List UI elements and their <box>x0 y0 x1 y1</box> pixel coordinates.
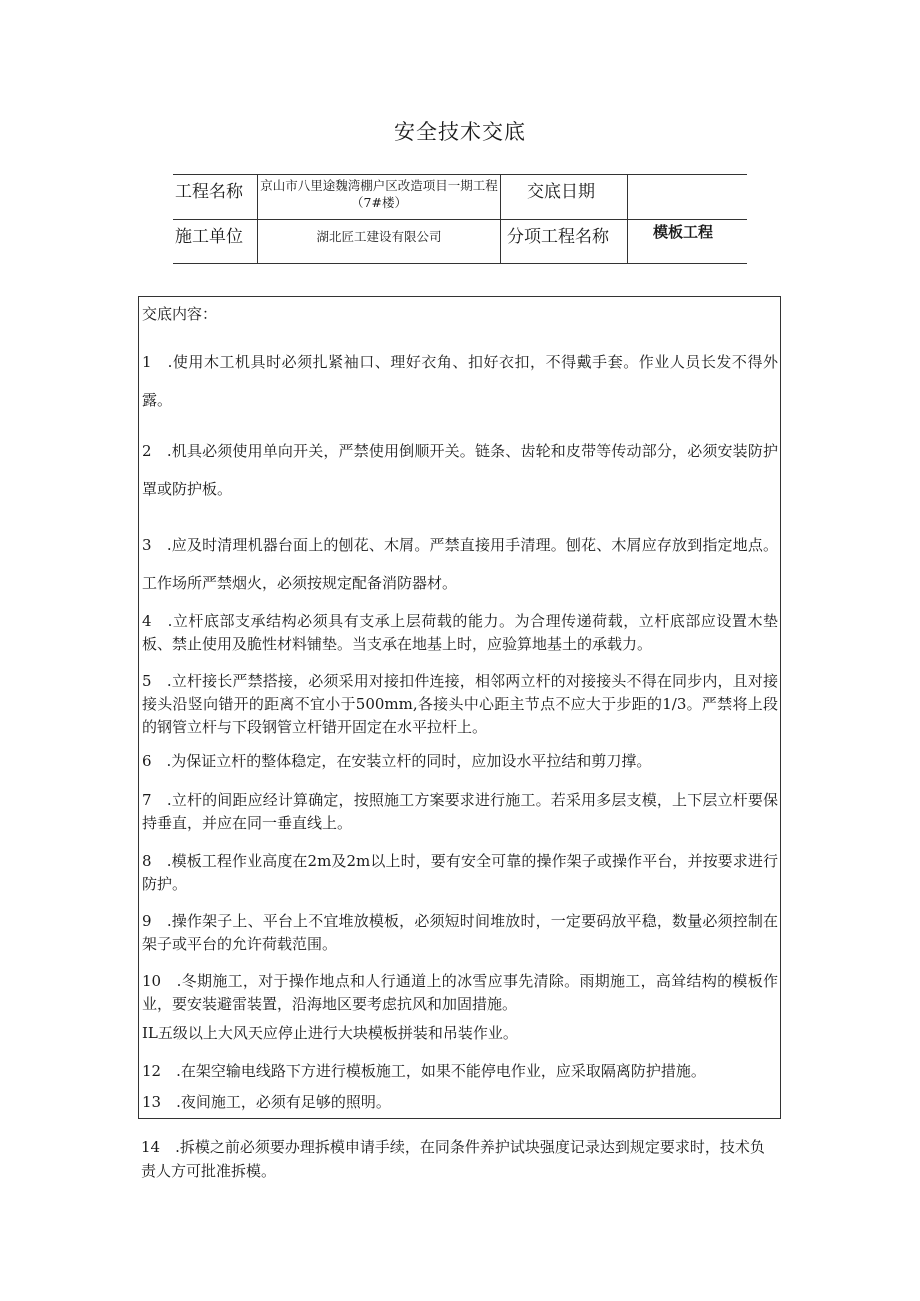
project-name-label: 工程名称 <box>175 182 243 202</box>
table-divider-3 <box>627 174 628 264</box>
sub-project-value: 模板工程 <box>653 223 714 241</box>
content-item-11: IL五级以上大风天应停止进行大块模板拼装和吊装作业。 <box>142 1024 518 1042</box>
table-rule-top <box>173 174 747 175</box>
content-item-6: 6 .为保证立杆的整体稳定，在安装立杆的同时，应加设水平拉结和剪刀撑。 <box>142 752 652 770</box>
content-item-3: 3 .应及时清理机器台面上的刨花、木屑。严禁直接用手清理。刨花、木屑应存放到指定地点。工作场所严禁烟火，必须按规定配备消防器材。 <box>142 536 778 592</box>
content-heading: 交底内容： <box>142 305 218 323</box>
content-item-13: 13 .夜间施工，必须有足够的照明。 <box>142 1093 391 1111</box>
table-rule-middle <box>173 219 747 220</box>
content-item-2: 2 .机具必须使用单向开关，严禁使用倒顺开关。链条、齿轮和皮带等传动部分，必须安装防护罩或防护板。 <box>142 442 778 498</box>
document-title: 安全技术交底 <box>394 120 526 144</box>
unit-label: 施工单位 <box>175 227 243 247</box>
info-table <box>173 174 747 264</box>
project-name-value: 京山市八里途魏湾棚户区改造项目一期工程（7#楼） <box>260 178 498 210</box>
content-item-4: 4 .立杆底部支承结构必须具有支承上层荷载的能力。为合理传递荷载，立杆底部应设置木垫板、禁止使用及脆性材料铺垫。当支承在地基上时，应验算地基土的承载力。 <box>142 612 778 653</box>
date-label: 交底日期 <box>527 182 595 202</box>
table-rule-bottom <box>173 263 747 264</box>
content-item-5: 5 .立杆接长严禁搭接，必须采用对接扣件连接，相邻两立杆的对接接头不得在同步内，且对接接头沿竖向错开的距离不宜小于500mm,各接头中心距主节点不应大于步距的1/3。严禁将上段的钢管立杆与下段钢管立杆错开固定在水平拉杆上。 <box>142 672 778 736</box>
table-divider-2 <box>500 174 501 264</box>
content-item-12: 12 .在架空输电线路下方进行模板施工，如果不能停电作业，应采取隔离防护措施。 <box>142 1062 706 1080</box>
content-item-7: 7 .立杆的间距应经计算确定，按照施工方案要求进行施工。若采用多层支模，上下层立杆要保持垂直，并应在同一垂直线上。 <box>142 791 778 832</box>
content-item-14: 14 .拆模之前必须要办理拆模申请手续，在同条件养护试块强度记录达到规定要求时，技术负责人方可批准拆模。 <box>141 1138 765 1180</box>
content-item-8: 8 .模板工程作业高度在2m及2m以上时，要有安全可靠的操作架子或操作平台，并按要求进行防护。 <box>142 852 778 893</box>
content-box <box>138 296 781 1119</box>
sub-project-label: 分项工程名称 <box>507 227 609 247</box>
content-item-9: 9 .操作架子上、平台上不宜堆放模板，必须短时间堆放时，一定要码放平稳，数量必须控制在架子或平台的允许荷载范围。 <box>142 912 778 953</box>
unit-value: 湖北匠工建设有限公司 <box>316 229 442 244</box>
table-divider-1 <box>257 174 258 264</box>
content-item-10: 10 .冬期施工，对于操作地点和人行通道上的冰雪应事先清除。雨期施工，高耸结构的模板作业，要安装避雷装置，沿海地区要考虑抗风和加固措施。 <box>142 972 778 1013</box>
content-item-1: 1 .使用木工机具时必须扎紧袖口、理好衣角、扣好衣扣，不得戴手套。作业人员长发不得外露。 <box>142 353 778 409</box>
